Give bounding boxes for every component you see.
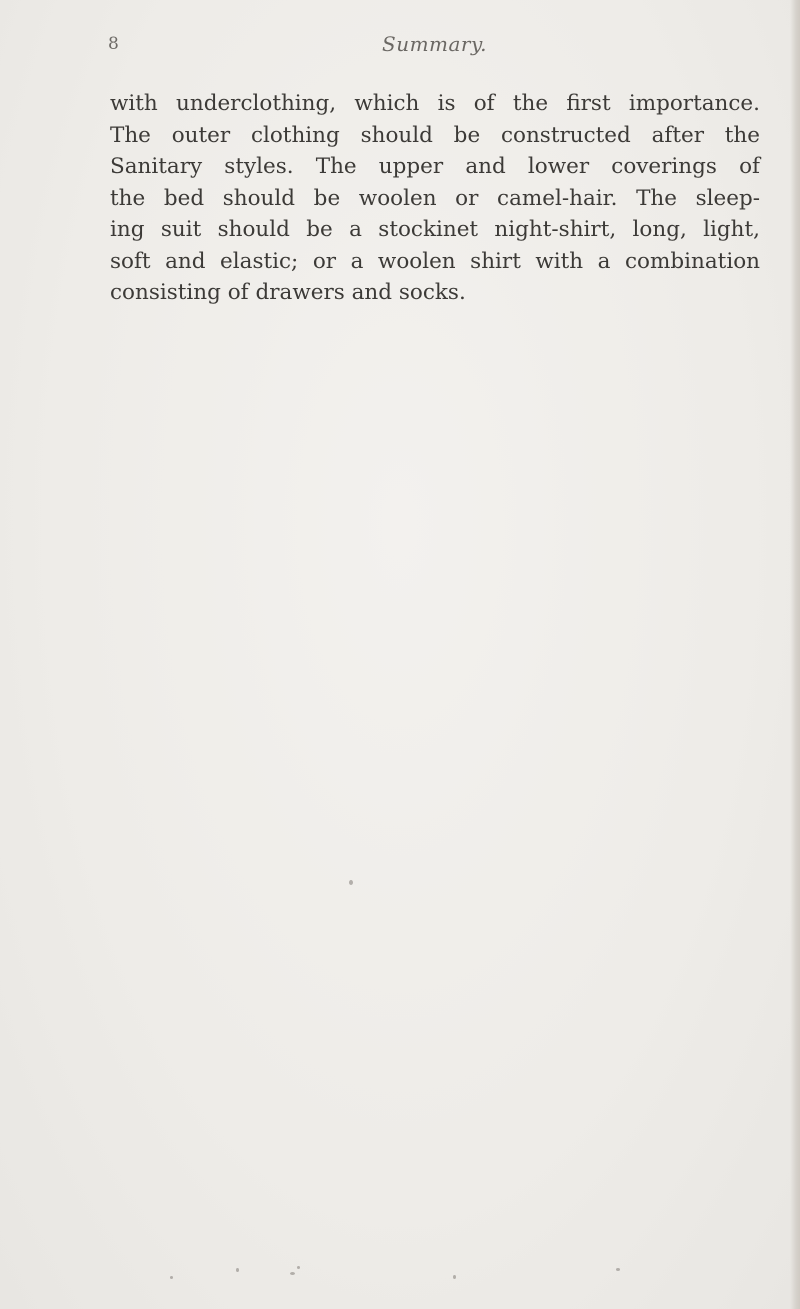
body-paragraph — [110, 88, 760, 309]
scan-speck — [616, 1268, 620, 1271]
text-line: ing suit should be a stockinet night-shirt, long, light, — [110, 217, 760, 242]
scan-speck — [290, 1272, 295, 1275]
running-head — [0, 34, 800, 64]
scan-speck — [170, 1276, 173, 1279]
scan-speck — [349, 880, 353, 885]
text-line: soft and elastic; or a woolen shirt with a combination — [110, 248, 760, 274]
text-line: The outer clothing should be constructed after the — [110, 122, 760, 148]
text-line: consisting of drawers and socks. — [110, 280, 466, 305]
page-number: 8 — [108, 34, 119, 54]
page-edge-shadow — [790, 0, 800, 1309]
scan-speck — [453, 1275, 456, 1279]
text-line: the bed should be woolen or camel-hair. The sleep- — [110, 185, 760, 211]
running-title: Summary. — [382, 32, 487, 56]
text-line: with underclothing, which is of the first importance. — [110, 91, 760, 116]
text-line: Sanitary styles. The upper and lower coverings of — [110, 154, 760, 179]
scan-speck — [236, 1268, 239, 1272]
scan-speck — [297, 1266, 300, 1269]
